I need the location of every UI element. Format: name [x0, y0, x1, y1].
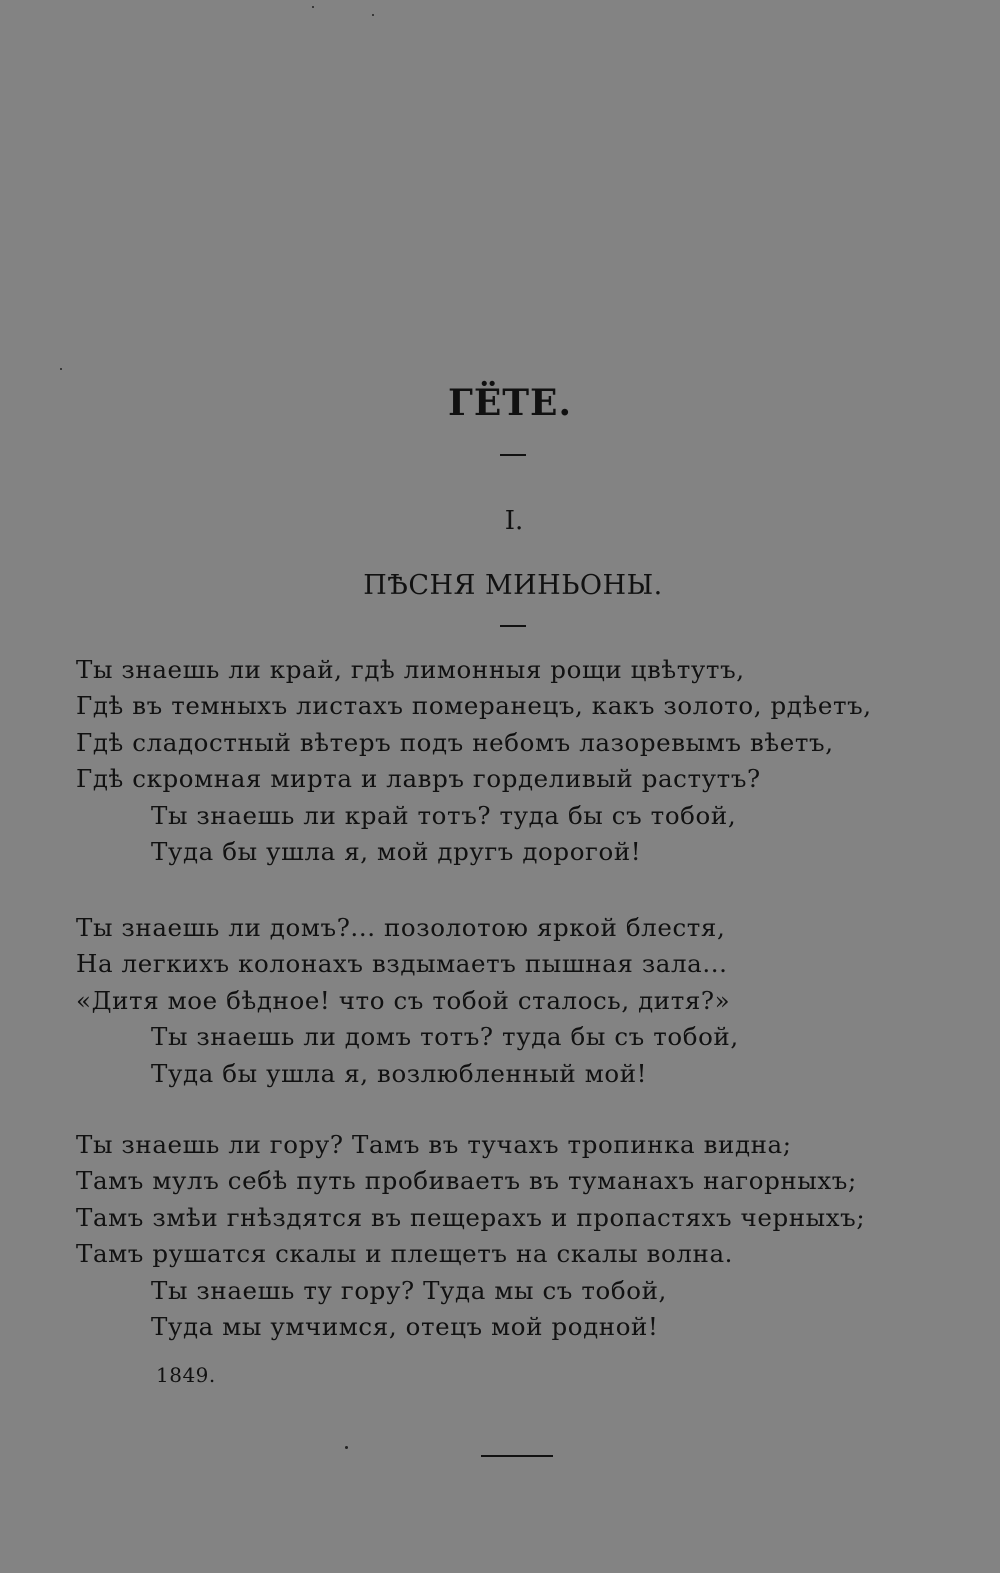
- refrain-line: Туда бы ушла я, мой другъ дорогой!: [151, 837, 642, 867]
- verse-line: Ты знаешь ли гору? Тамъ въ тучахъ тропинка видна;: [76, 1130, 792, 1159]
- heading-rule: [500, 454, 526, 456]
- print-speck: [372, 14, 374, 16]
- print-speck: [60, 368, 62, 370]
- poem-year: 1849.: [156, 1363, 216, 1387]
- print-speck: [345, 1446, 348, 1449]
- verse-line: Тамъ змѣи гнѣздятся въ пещерахъ и пропастяхъ черныхъ;: [76, 1202, 866, 1232]
- verse-line: Ты знаешь ли домъ?... позолотою яркой блестя,: [76, 913, 726, 942]
- refrain-line: Туда мы умчимся, отецъ мой родной!: [151, 1312, 659, 1342]
- refrain-line: Туда бы ушла я, возлюбленный мой!: [151, 1058, 648, 1088]
- end-rule: [481, 1455, 553, 1457]
- stanza-2: [76, 910, 936, 1092]
- refrain-line: Ты знаешь ли край тотъ? туда бы съ тобой,: [151, 800, 737, 830]
- refrain-line: Ты знаешь ли домъ тотъ? туда бы съ тобой,: [151, 1022, 739, 1052]
- verse-line: На легкихъ колонахъ вздымаетъ пышная зала...: [76, 949, 728, 979]
- verse-line: Гдѣ скромная мирта и лавръ горделивый растутъ?: [76, 764, 761, 794]
- refrain-line: Ты знаешь ту гору? Туда мы съ тобой,: [151, 1275, 667, 1305]
- verse-line: «Дитя мое бѣдное! что съ тобой сталось, дитя?»: [76, 985, 731, 1015]
- title-rule: [500, 625, 526, 627]
- print-speck: [312, 6, 314, 8]
- stanza-3: [76, 1127, 936, 1345]
- verse-line: Гдѣ въ темныхъ листахъ померанецъ, какъ золото, рдѣетъ,: [76, 691, 872, 721]
- verse-line: Тамъ рушатся скалы и плещетъ на скалы волна.: [76, 1239, 734, 1269]
- stanza-1: [76, 652, 936, 870]
- verse-line: Ты знаешь ли край, гдѣ лимонныя рощи цвѣтутъ,: [76, 655, 745, 684]
- verse-line: Тамъ мулъ себѣ путь пробиваетъ въ туманахъ нагорныхъ;: [76, 1166, 857, 1196]
- author-heading: ГЁТЕ.: [447, 382, 573, 424]
- poem-title: ПѢСНЯ МИНЬОНЫ.: [363, 570, 663, 601]
- section-numeral: I.: [504, 506, 524, 536]
- verse-line: Гдѣ сладостный вѣтеръ подъ небомъ лазоревымъ вѣетъ,: [76, 727, 834, 757]
